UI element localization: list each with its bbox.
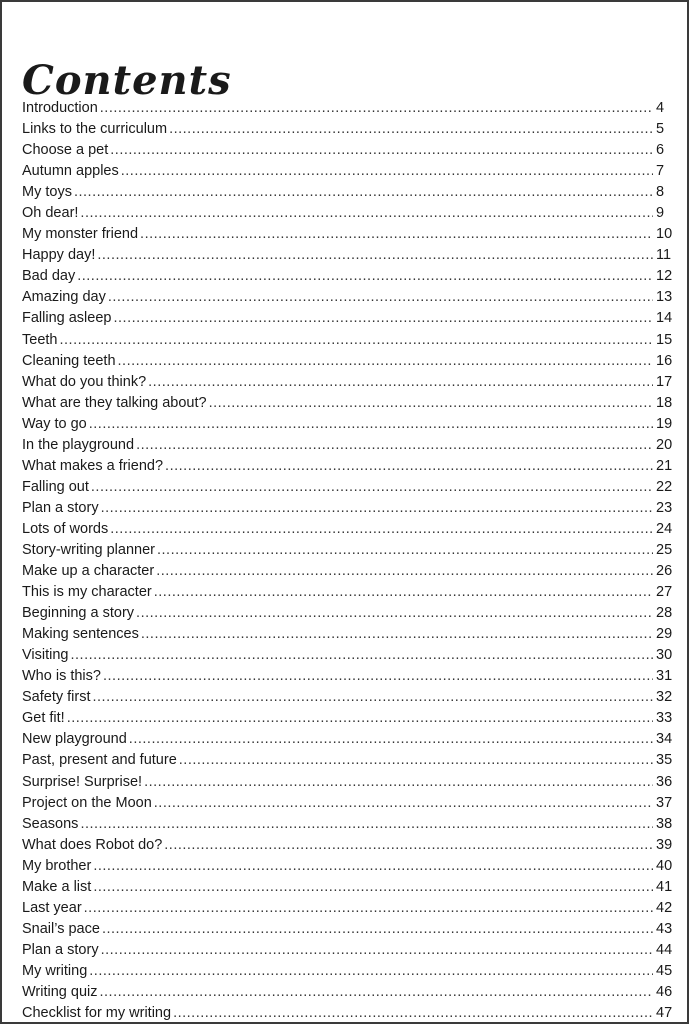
- toc-entry-page-number: 41: [656, 878, 673, 895]
- dot-leader: [89, 961, 653, 982]
- toc-entry-page-number: 26: [656, 563, 673, 580]
- toc-entry-label: My brother: [22, 857, 92, 874]
- toc-entry-label: My monster friend: [22, 226, 139, 243]
- toc-entry-page-number: 33: [656, 710, 673, 727]
- toc-entry-page-number: 7: [656, 163, 665, 180]
- dot-leader: [101, 940, 653, 961]
- toc-entry: [22, 708, 678, 729]
- toc-entry: [22, 414, 678, 435]
- dot-leader: [93, 856, 653, 877]
- toc-entry-label: Safety first: [22, 689, 91, 706]
- toc-entry: [22, 98, 678, 119]
- toc-entry: [22, 140, 678, 161]
- toc-entry-page-number: 31: [656, 668, 673, 685]
- toc-entry-label: Visiting: [22, 647, 69, 664]
- dot-leader: [93, 877, 653, 898]
- toc-entry: [22, 666, 678, 687]
- toc-entry-label: Checklist for my writing: [22, 1005, 172, 1022]
- dot-leader: [118, 351, 653, 372]
- toc-entry-label: Last year: [22, 899, 82, 916]
- toc-entry-page-number: 14: [656, 310, 673, 327]
- toc-entry-page-number: 32: [656, 689, 673, 706]
- dot-leader: [70, 645, 653, 666]
- dot-leader: [67, 708, 653, 729]
- toc-entry: [22, 519, 678, 540]
- toc-entry-label: Links to the curriculum: [22, 121, 168, 138]
- toc-entry-label: Project on the Moon: [22, 794, 152, 811]
- toc-entry-label: Surprise! Surprise!: [22, 773, 143, 790]
- toc-entry: [22, 477, 678, 498]
- toc-entry-label: Choose a pet: [22, 142, 109, 159]
- toc-entry: [22, 793, 678, 814]
- toc-entry: [22, 330, 678, 351]
- toc-entry-page-number: 37: [656, 794, 673, 811]
- toc-entry-page-number: 16: [656, 352, 673, 369]
- toc-entry: [22, 224, 678, 245]
- toc-entry-label: Teeth: [22, 331, 58, 348]
- dot-leader: [140, 224, 653, 245]
- toc-entry: [22, 687, 678, 708]
- toc-entry-page-number: 20: [656, 436, 673, 453]
- dot-leader: [110, 519, 653, 540]
- dot-leader: [102, 919, 653, 940]
- toc-entry-page-number: 9: [656, 205, 665, 222]
- dot-leader: [99, 982, 653, 1003]
- dot-leader: [156, 561, 653, 582]
- dot-leader: [173, 1003, 653, 1024]
- toc-entry-label: Make a list: [22, 878, 92, 895]
- toc-entry-page-number: 35: [656, 752, 673, 769]
- toc-entry-label: Get fit!: [22, 710, 65, 727]
- toc-entry: [22, 161, 678, 182]
- dot-leader: [100, 98, 653, 119]
- toc-entry-label: Make up a character: [22, 563, 155, 580]
- dot-leader: [103, 666, 653, 687]
- dot-leader: [136, 435, 653, 456]
- dot-leader: [141, 624, 653, 645]
- toc-entry-page-number: 28: [656, 605, 673, 622]
- toc-entry-label: What does Robot do?: [22, 836, 163, 853]
- toc-entry-label: Beginning a story: [22, 605, 135, 622]
- toc-entry-page-number: 27: [656, 584, 673, 601]
- toc-entry-page-number: 21: [656, 457, 673, 474]
- toc-entry-label: In the playground: [22, 436, 135, 453]
- toc-entry-page-number: 18: [656, 394, 673, 411]
- toc-entry: [22, 203, 678, 224]
- toc-entry: [22, 645, 678, 666]
- toc-entry-page-number: 30: [656, 647, 673, 664]
- toc-entry: [22, 540, 678, 561]
- toc-entry: [22, 898, 678, 919]
- toc-entry-label: Writing quiz: [22, 983, 98, 1000]
- dot-leader: [74, 182, 653, 203]
- toc-entry: [22, 729, 678, 750]
- toc-entry: [22, 835, 678, 856]
- toc-entry-label: Autumn apples: [22, 163, 119, 180]
- toc-entry: [22, 266, 678, 287]
- toc-entry: [22, 351, 678, 372]
- toc-entry: [22, 119, 678, 140]
- toc-entry-page-number: 29: [656, 626, 673, 643]
- toc-entry-page-number: 6: [656, 142, 665, 159]
- toc-entry: [22, 772, 678, 793]
- toc-entry: [22, 1003, 678, 1024]
- toc-entry: [22, 603, 678, 624]
- toc-entry: [22, 287, 678, 308]
- toc-entry-label: My toys: [22, 184, 72, 201]
- dot-leader: [157, 540, 653, 561]
- toc-entry-page-number: 42: [656, 899, 673, 916]
- toc-entry-label: Making sentences: [22, 626, 139, 643]
- toc-entry-label: Plan a story: [22, 499, 99, 516]
- dot-leader: [165, 456, 653, 477]
- dot-leader: [209, 393, 653, 414]
- toc-entry-page-number: 23: [656, 499, 673, 516]
- toc-entry-label: What are they talking about?: [22, 394, 207, 411]
- table-of-contents: [22, 98, 678, 1024]
- toc-entry-page-number: 39: [656, 836, 673, 853]
- dot-leader: [154, 582, 653, 603]
- toc-entry: [22, 182, 678, 203]
- toc-entry: [22, 498, 678, 519]
- toc-entry-label: Plan a story: [22, 941, 99, 958]
- toc-entry: [22, 561, 678, 582]
- toc-entry: [22, 624, 678, 645]
- page-title: Contents: [22, 56, 232, 104]
- toc-entry-label: Amazing day: [22, 289, 106, 306]
- toc-entry-page-number: 12: [656, 268, 673, 285]
- toc-entry: [22, 961, 678, 982]
- toc-entry-page-number: 8: [656, 184, 665, 201]
- toc-entry-label: New playground: [22, 731, 127, 748]
- toc-entry-page-number: 13: [656, 289, 673, 306]
- dot-leader: [59, 330, 653, 351]
- toc-entry-page-number: 36: [656, 773, 673, 790]
- toc-entry-page-number: 22: [656, 478, 673, 495]
- toc-entry-page-number: 15: [656, 331, 673, 348]
- toc-entry-label: Seasons: [22, 815, 79, 832]
- dot-leader: [77, 266, 653, 287]
- toc-entry-page-number: 17: [656, 373, 673, 390]
- toc-entry: [22, 245, 678, 266]
- dot-leader: [80, 203, 653, 224]
- toc-entry-page-number: 45: [656, 962, 673, 979]
- toc-entry-label: Who is this?: [22, 668, 101, 685]
- toc-entry-page-number: 44: [656, 941, 673, 958]
- toc-entry: [22, 814, 678, 835]
- toc-entry-page-number: 25: [656, 541, 673, 558]
- dot-leader: [110, 140, 653, 161]
- toc-entry-page-number: 40: [656, 857, 673, 874]
- dot-leader: [91, 477, 653, 498]
- toc-entry-label: Story-writing planner: [22, 541, 155, 558]
- toc-entry-page-number: 5: [656, 121, 665, 138]
- dot-leader: [101, 498, 653, 519]
- toc-entry-page-number: 10: [656, 226, 673, 243]
- toc-entry: [22, 877, 678, 898]
- toc-entry-page-number: 43: [656, 920, 673, 937]
- dot-leader: [144, 772, 653, 793]
- toc-entry: [22, 919, 678, 940]
- toc-entry-page-number: 38: [656, 815, 673, 832]
- toc-entry-label: Oh dear!: [22, 205, 79, 222]
- toc-entry-page-number: 47: [656, 1005, 673, 1022]
- toc-entry-label: What makes a friend?: [22, 457, 164, 474]
- toc-entry-label: Way to go: [22, 415, 87, 432]
- toc-entry-label: Past, present and future: [22, 752, 177, 769]
- toc-entry: [22, 582, 678, 603]
- toc-entry-label: This is my character: [22, 584, 152, 601]
- dot-leader: [129, 729, 653, 750]
- dot-leader: [164, 835, 653, 856]
- toc-entry-label: Falling out: [22, 478, 89, 495]
- dot-leader: [169, 119, 653, 140]
- toc-entry: [22, 435, 678, 456]
- dot-leader: [84, 898, 653, 919]
- toc-entry-page-number: 24: [656, 520, 673, 537]
- dot-leader: [121, 161, 653, 182]
- toc-entry-label: What do you think?: [22, 373, 147, 390]
- toc-entry-page-number: 4: [656, 100, 665, 116]
- toc-entry-label: Snail’s pace: [22, 920, 100, 937]
- toc-entry: [22, 372, 678, 393]
- toc-entry-page-number: 19: [656, 415, 673, 432]
- dot-leader: [179, 750, 653, 771]
- toc-entry-label: Lots of words: [22, 520, 109, 537]
- toc-entry-label: Falling asleep: [22, 310, 112, 327]
- toc-entry: [22, 308, 678, 329]
- toc-entry: [22, 856, 678, 877]
- dot-leader: [93, 687, 654, 708]
- toc-entry-page-number: 46: [656, 983, 673, 1000]
- dot-leader: [154, 793, 653, 814]
- toc-entry: [22, 393, 678, 414]
- toc-entry: [22, 982, 678, 1003]
- toc-entry-label: My writing: [22, 962, 88, 979]
- toc-entry: [22, 456, 678, 477]
- dot-leader: [148, 372, 653, 393]
- dot-leader: [97, 245, 653, 266]
- dot-leader: [113, 308, 653, 329]
- toc-entry-label: Cleaning teeth: [22, 352, 116, 369]
- dot-leader: [108, 287, 653, 308]
- dot-leader: [80, 814, 653, 835]
- toc-entry: [22, 940, 678, 961]
- toc-entry-page-number: 11: [656, 247, 672, 264]
- dot-leader: [89, 414, 653, 435]
- dot-leader: [136, 603, 653, 624]
- toc-entry: [22, 750, 678, 771]
- toc-entry-label: Bad day: [22, 268, 76, 285]
- toc-entry-label: Introduction: [22, 100, 98, 116]
- toc-entry-label: Happy day!: [22, 247, 96, 264]
- toc-entry-page-number: 34: [656, 731, 673, 748]
